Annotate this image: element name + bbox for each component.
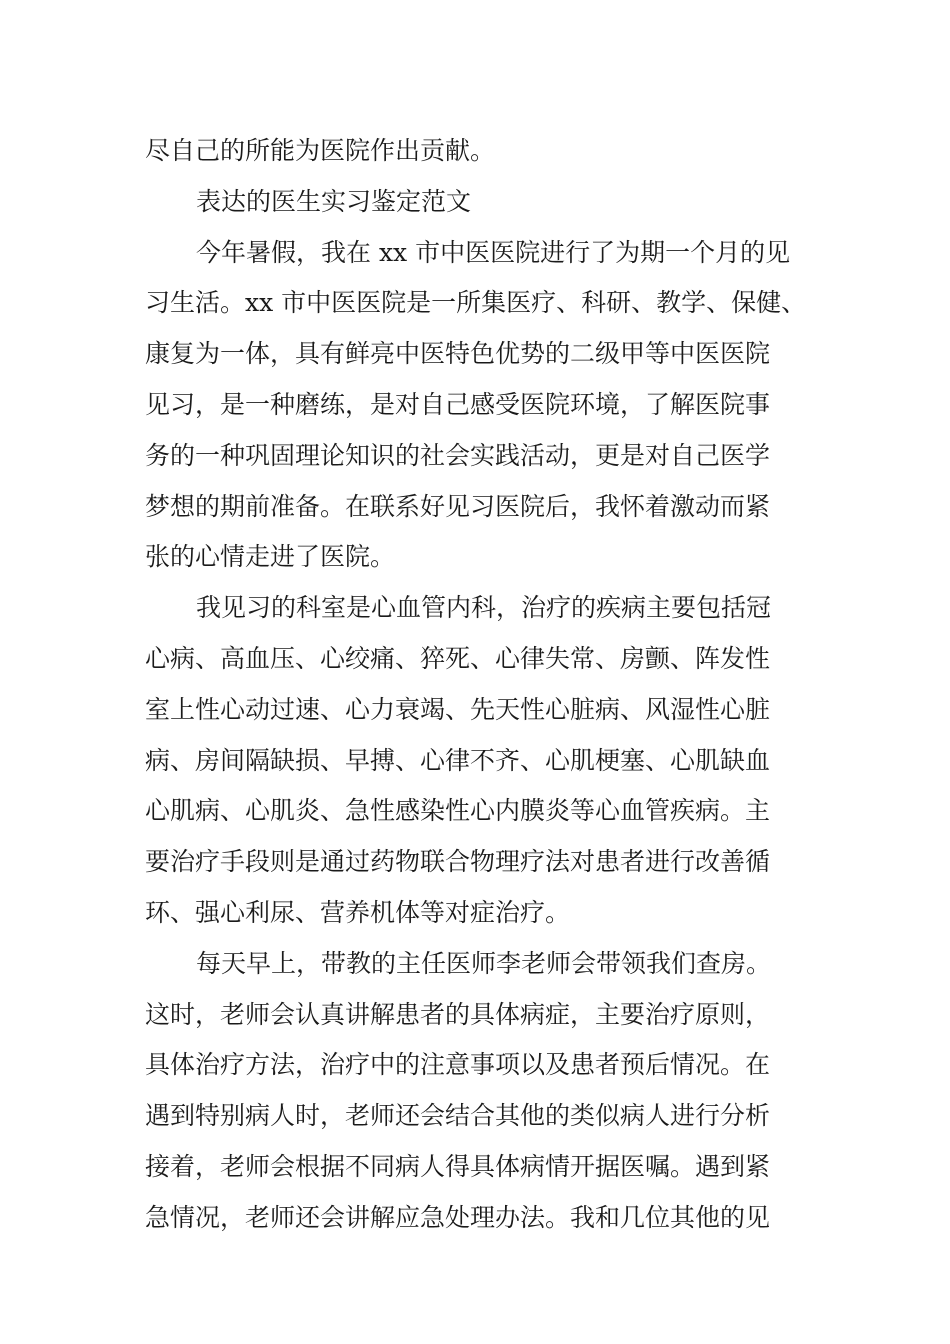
text-line: 环、强心利尿、营养机体等对症治疗。 bbox=[145, 898, 571, 927]
text-line: 室上性心动过速、心力衰竭、先天性心脏病、风湿性心脏 bbox=[145, 694, 771, 724]
text-line: 急情况，老师还会讲解应急处理办法。我和几位其他的见 bbox=[145, 1202, 771, 1232]
text-line: 心病、高血压、心绞痛、猝死、心律失常、房颤、阵发性 bbox=[145, 644, 771, 673]
text-line: 习生活。xx 市中医医院是一所集医疗、科研、教学、保健、 bbox=[145, 288, 807, 318]
text-line: 务的一种巩固理论知识的社会实践活动，更是对自己医学 bbox=[145, 440, 771, 470]
text-line: 尽自己的所能为医院作出贡献。 bbox=[145, 136, 496, 165]
text-line: 遇到特别病人时，老师还会结合其他的类似病人进行分析 bbox=[145, 1101, 771, 1131]
text-line: 我见习的科室是心血管内科，治疗的疾病主要包括冠 bbox=[196, 593, 772, 623]
text-line: 每天早上，带教的主任医师李老师会带领我们查房。 bbox=[196, 948, 772, 978]
text-line: 接着，老师会根据不同病人得具体病情开据医嘱。遇到紧 bbox=[145, 1152, 771, 1181]
text-line: 梦想的期前准备。在联系好见习医院后，我怀着激动而紧 bbox=[145, 491, 771, 521]
text-line: 张的心情走进了医院。 bbox=[145, 542, 396, 572]
text-line: 要治疗手段则是通过药物联合物理疗法对患者进行改善循 bbox=[145, 847, 771, 877]
text-line: 康复为一体，具有鲜亮中医特色优势的二级甲等中医医院 bbox=[145, 339, 771, 369]
text-line: 见习，是一种磨练，是对自己感受医院环境，了解医院事 bbox=[145, 390, 771, 419]
text-line: 具体治疗方法，治疗中的注意事项以及患者预后情况。在 bbox=[145, 1050, 771, 1080]
text-line: 这时，老师会认真讲解患者的具体病症，主要治疗原则， bbox=[145, 999, 771, 1029]
text-line: 今年暑假，我在 xx 市中医医院进行了为期一个月的见 bbox=[196, 237, 791, 267]
section-heading: 表达的医生实习鉴定范文 bbox=[196, 186, 472, 216]
text-line: 病、房间隔缺损、早搏、心律不齐、心肌梗塞、心肌缺血 bbox=[145, 745, 771, 775]
text-line: 心肌病、心肌炎、急性感染性心内膜炎等心血管疾病。主 bbox=[145, 796, 771, 826]
